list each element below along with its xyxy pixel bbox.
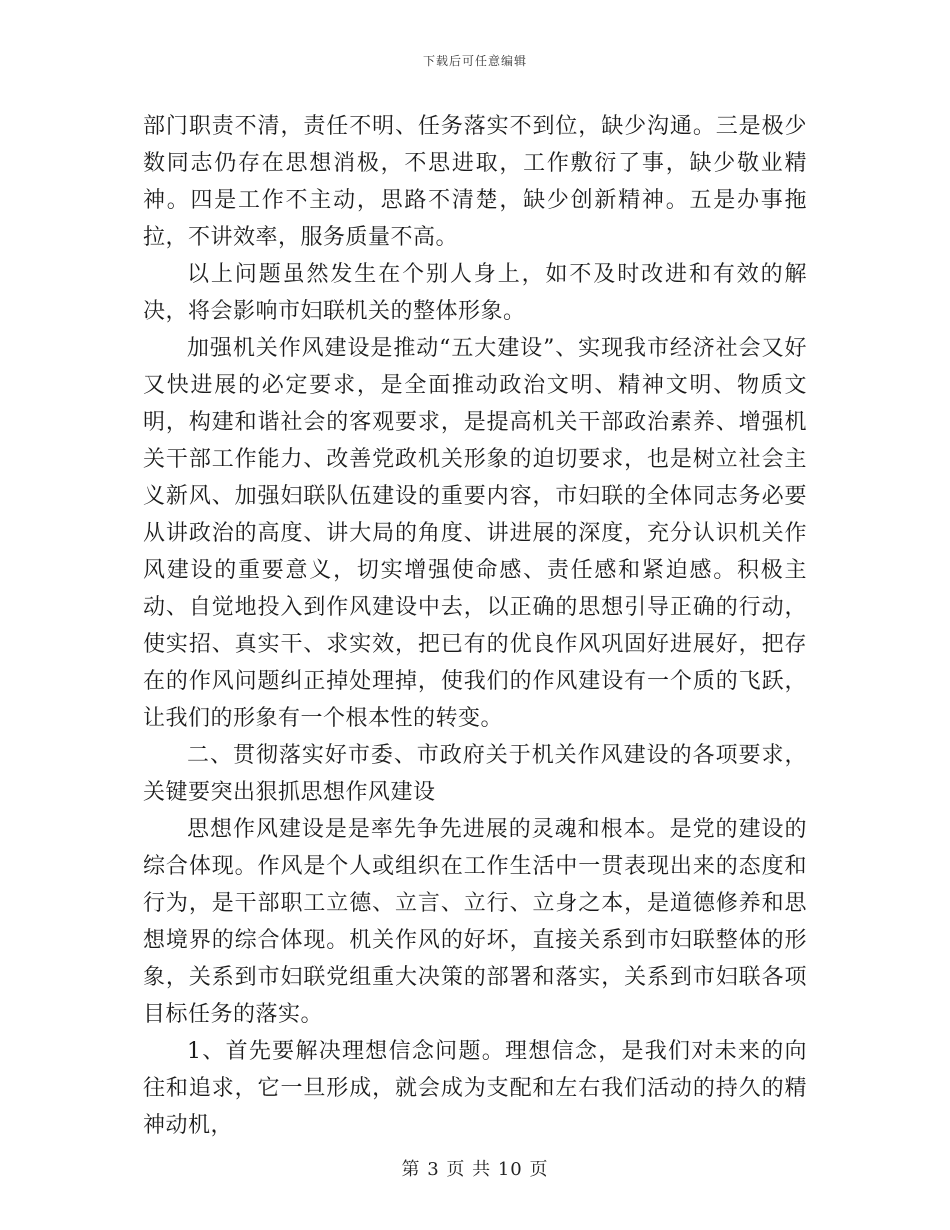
document-body (143, 108, 807, 1144)
paragraph-continued: 部门职责不清，责任不明、任务落实不到位，缺少沟通。三是极少数同志仍存在思想消极，不思进取，工作敷衍了事，缺少敬业精神。四是工作不主动，思路不清楚，缺少创新精神。五是办事拖拉，不讲效率，服务质量不高。 (143, 114, 807, 250)
paragraph: 思想作风建设是是率先争先进展的灵魂和根本。是党的建设的综合体现。作风是个人或组织在工作生活中一贯表现出来的态度和行为，是干部职工立德、立言、立行、立身之本，是道德修养和思想境界的综合体现。机关作风的好坏，直接关系到市妇联整体的形象，关系到市妇联党组重大决策的部署和落实，关系到市妇联各项目标任务的落实。 (143, 817, 807, 1027)
paragraph: 加强机关作风建设是推动“五大建设”、实现我市经济社会又好又快进展的必定要求，是全面推动政治文明、精神文明、物质文明，构建和谐社会的客观要求，是提高机关干部政治素养、增强机关干部工作能力、改善党政机关形象的迫切要求，也是树立社会主义新风、加强妇联队伍建设的重要内容，市妇联的全体同志务必要从讲政治的高度、讲大局的角度、讲进展的深度，充分认识机关作风建设的重要意义，切实增强使命感、责任感和紧迫感。积极主动、自觉地投入到作风建设中去，以正确的思想引导正确的行动，使实招、真实干、求实效，把已有的优良作风巩固好进展好，把存在的作风问题纠正掉处理掉，使我们的作风建设有一个质的飞跃，让我们的形象有一个根本性的转变。 (143, 336, 807, 731)
section-heading: 二、贯彻落实好市委、市政府关于机关作风建设的各项要求，关键要突出狠抓思想作风建设 (143, 743, 807, 805)
page-number: 第 3 页 共 10 页 (401, 1159, 549, 1180)
paragraph: 1、首先要解决理想信念问题。理想信念，是我们对未来的向往和追求，它一旦形成，就会成为支配和左右我们活动的持久的精神动机， (143, 1039, 807, 1138)
page-header: 下载后可任意编辑 (422, 54, 527, 68)
paragraph: 以上问题虽然发生在个别人身上，如不及时改进和有效的解决，将会影响市妇联机关的整体形象。 (143, 262, 807, 324)
